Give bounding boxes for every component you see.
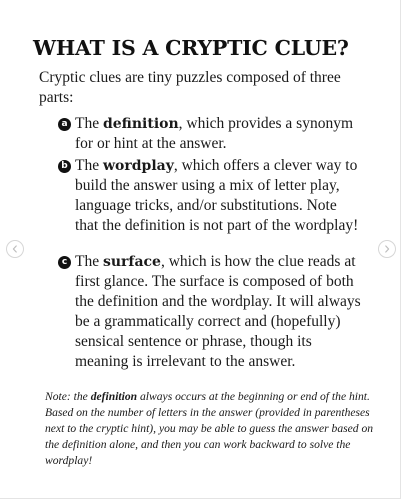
list-item-description: , which is how the clue reads at first glance. The surface is composed of both the definition and the wordplay. It will always be a grammatically correct and (hopefully) sensical sentence or phrase, though its meaning is irrelevant to the answer. [75, 253, 361, 370]
list-item-definition [58, 114, 363, 154]
page-title: WHAT IS A CRYPTIC CLUE? [33, 36, 349, 60]
carousel-prev-button[interactable] [6, 240, 24, 258]
note-body: always occurs at the beginning or end of the hint. Based on the number of letters in the answer (provided in parentheses next to the cryptic hint), you may be able to guess the answer based on the definition alone, and then you can work backward to solve the wordplay! [45, 390, 374, 467]
list-item-prefix: The [75, 253, 103, 270]
note-prefix: Note: the [45, 390, 91, 403]
term-surface: surface [102, 254, 161, 270]
list-item-wordplay [58, 156, 363, 236]
list-item-text [75, 252, 363, 372]
list-item-prefix: The [75, 115, 103, 132]
list-item-text [75, 114, 363, 154]
chevron-right-icon [383, 245, 391, 253]
list-item-description: , which offers a clever way to build the answer using a mix of letter play, language tricks, and/or substitutions. Note that the definition is not part of the wordplay! [75, 157, 359, 234]
chevron-left-icon [11, 245, 19, 253]
term-wordplay: wordplay [102, 158, 174, 174]
list-item-prefix: The [75, 157, 103, 174]
letter-b-badge-icon: b [58, 160, 71, 173]
list-item-description: , which provides a synonym for or hint at the answer. [75, 115, 354, 152]
term-definition: definition [102, 116, 179, 132]
list-item-text [75, 156, 363, 236]
note-term-definition: definition [90, 390, 138, 403]
list-item-surface [58, 252, 363, 372]
letter-c-badge-icon: c [58, 256, 71, 269]
carousel-next-button[interactable] [378, 240, 396, 258]
letter-a-badge-icon: a [58, 118, 71, 131]
intro-text: Cryptic clues are tiny puzzles composed of three parts: [39, 69, 341, 106]
note-text [45, 389, 375, 469]
